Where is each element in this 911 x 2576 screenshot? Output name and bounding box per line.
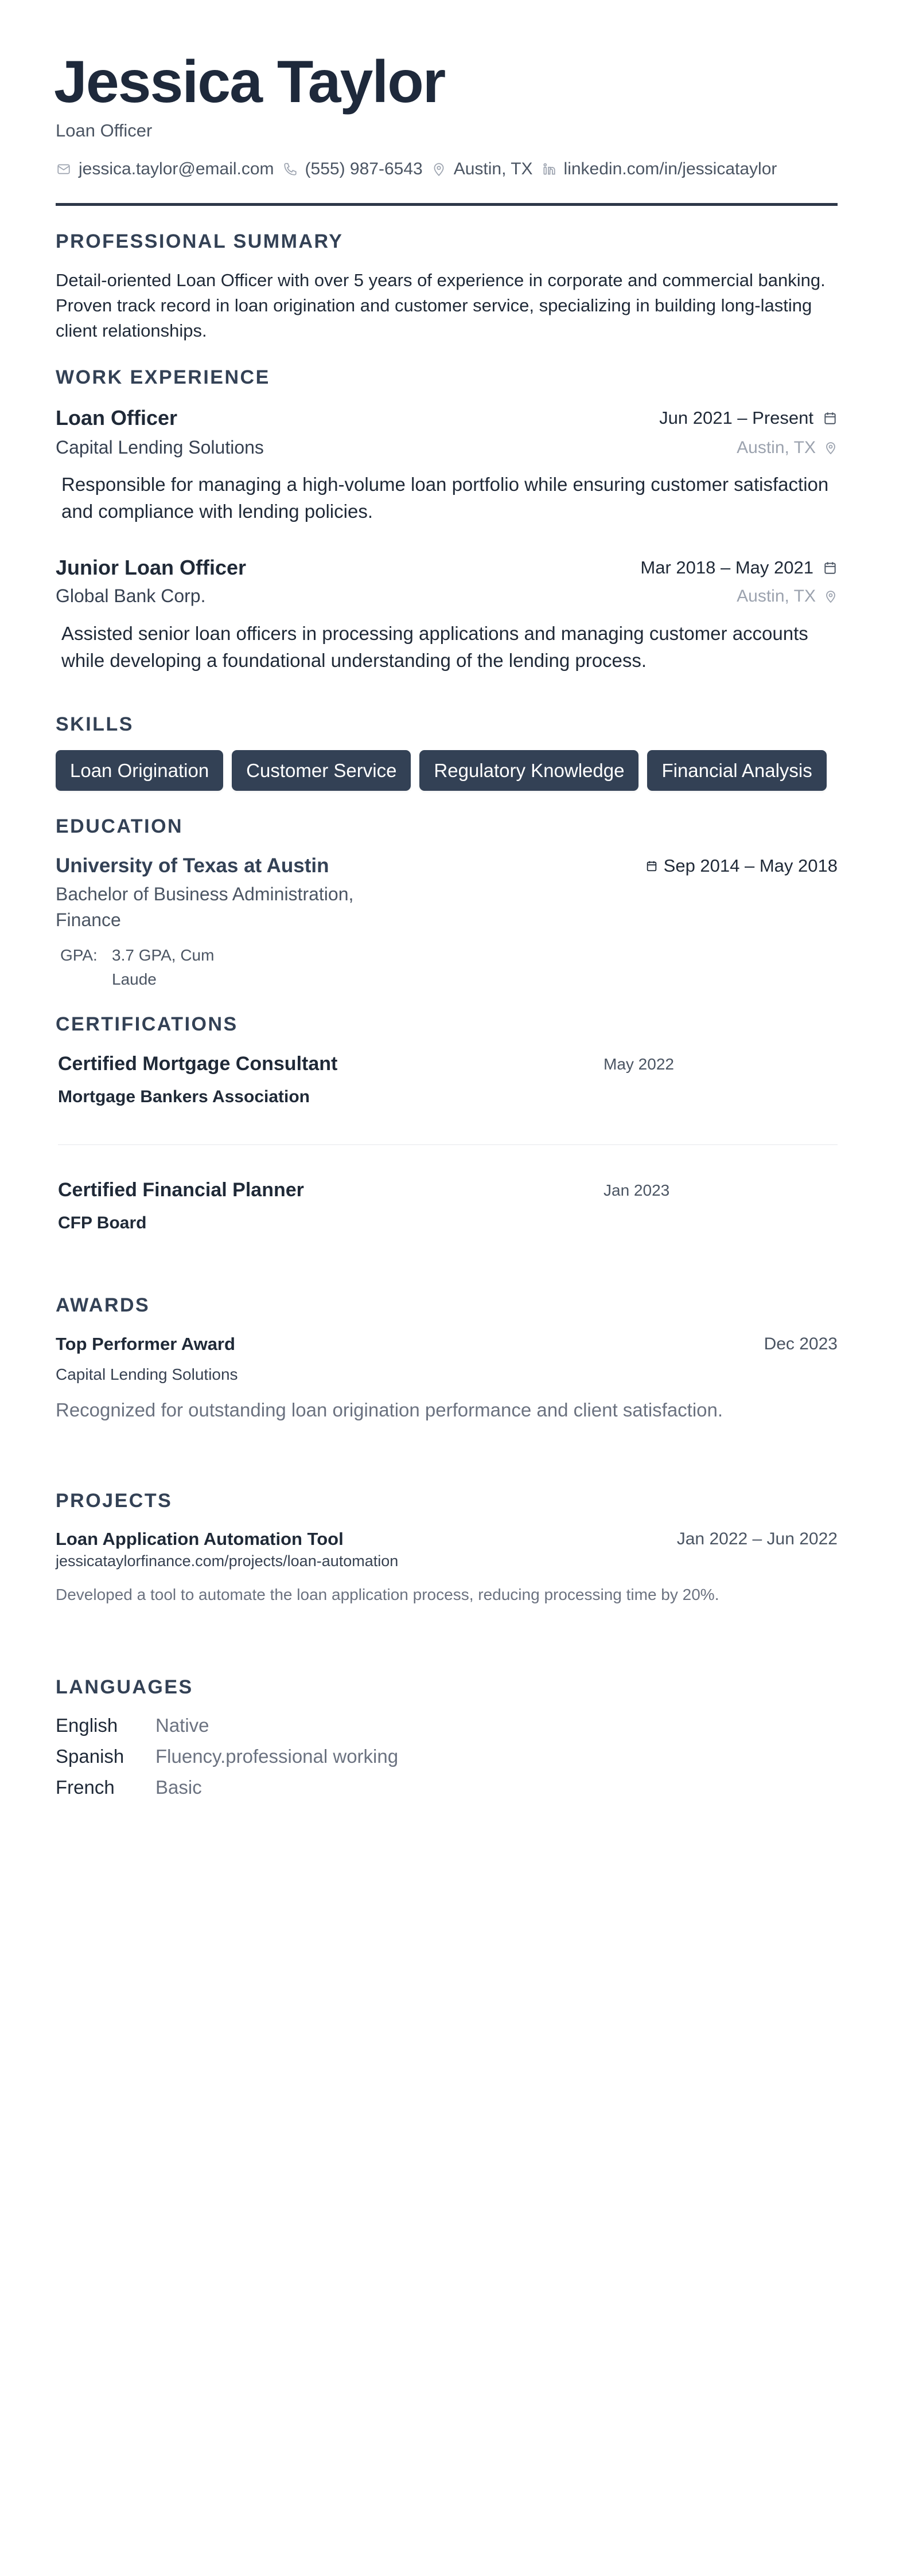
language-item: [56, 1746, 398, 1767]
job-dates: Jun 2021 – Present: [659, 408, 838, 428]
project-name: Loan Application Automation Tool: [56, 1529, 344, 1549]
award-item: [56, 1334, 838, 1355]
education-dates: Sep 2014 – May 2018: [645, 856, 838, 876]
award-name: Top Performer Award: [56, 1334, 235, 1354]
section-title-projects: PROJECTS: [56, 1490, 173, 1512]
section-title-experience: WORK EXPERIENCE: [56, 366, 270, 388]
contact-location: [431, 159, 533, 179]
skill-chip: Regulatory Knowledge: [419, 750, 639, 791]
award-description: Recognized for outstanding loan origination performance and client satisfaction.: [56, 1399, 723, 1420]
language-item: [56, 1777, 202, 1798]
certification-divider: [58, 1144, 838, 1145]
section-title-education: EDUCATION: [56, 815, 184, 837]
job-position: Loan Officer: [56, 406, 178, 430]
skills-list: [56, 750, 827, 791]
project-description: Developed a tool to automate the loan application process, reducing processing time by 20%.: [56, 1586, 719, 1603]
certification-date: May 2022: [604, 1055, 674, 1073]
job-dates: Mar 2018 – May 2021: [640, 557, 838, 578]
email-text: jessica.taylor@email.com: [79, 159, 274, 178]
award-date: Dec 2023: [764, 1334, 838, 1353]
project-item: [56, 1529, 838, 1549]
skill-chip: Loan Origination: [56, 750, 223, 791]
job-company: Global Bank Corp.: [56, 586, 206, 606]
section-title-summary: PROFESSIONAL SUMMARY: [56, 231, 344, 252]
map-pin-icon: [824, 590, 838, 603]
language-fluency: Fluency.professional working: [155, 1746, 399, 1767]
language-name: Spanish: [56, 1746, 124, 1767]
certification-date: Jan 2023: [604, 1181, 670, 1199]
phone-icon: [282, 161, 298, 177]
contact-phone[interactable]: [282, 159, 423, 179]
section-title-skills: SKILLS: [56, 713, 134, 735]
skill-chip: Financial Analysis: [647, 750, 826, 791]
phone-text: (555) 987-6543: [305, 159, 423, 178]
education-degree: Bachelor of Business Administration, Finance: [56, 884, 354, 930]
language-fluency: Native: [155, 1715, 209, 1736]
gpa-label: GPA:: [60, 946, 98, 964]
education-gpa: [60, 943, 227, 992]
calendar-icon: [823, 560, 838, 575]
job-company: Capital Lending Solutions: [56, 437, 264, 458]
job-location: Austin, TX: [737, 587, 838, 606]
contact-info: [56, 159, 785, 179]
section-title-awards: AWARDS: [56, 1294, 150, 1316]
language-name: French: [56, 1777, 115, 1798]
project-dates: Jan 2022 – Jun 2022: [676, 1529, 838, 1548]
education-item: [56, 854, 838, 877]
linkedin-icon: [541, 161, 557, 177]
certification-name: Certified Mortgage Consultant: [58, 1053, 338, 1075]
contact-email[interactable]: [56, 159, 274, 179]
location-text: Austin, TX: [453, 159, 533, 178]
language-item: [56, 1715, 209, 1736]
candidate-name: Jessica Taylor: [54, 49, 445, 115]
mail-icon: [56, 161, 72, 177]
job-location: Austin, TX: [737, 438, 838, 458]
calendar-icon: [823, 411, 838, 426]
section-title-certifications: CERTIFICATIONS: [56, 1013, 238, 1035]
contact-linkedin[interactable]: [541, 159, 777, 179]
header-divider: [56, 203, 838, 206]
job-description: Assisted senior loan officers in processing applications and managing customer accounts while developing a foundational understanding of the lending process.: [61, 623, 808, 671]
map-pin-icon: [824, 441, 838, 455]
skill-chip: Customer Service: [232, 750, 411, 791]
summary-text: Detail-oriented Loan Officer with over 5 years of experience in corporate and commercial banking. Proven track record in loan origination and customer service, specializing in building long-lasting client relationships.: [56, 270, 826, 341]
project-link[interactable]: jessicataylorfinance.com/projects/loan-automation: [56, 1552, 399, 1570]
section-title-languages: LANGUAGES: [56, 1676, 193, 1698]
job-description: Responsible for managing a high-volume loan portfolio while ensuring customer satisfaction and compliance with lending policies.: [61, 474, 829, 522]
certification-issuer: Mortgage Bankers Association: [58, 1087, 310, 1106]
calendar-icon: [645, 859, 658, 873]
job-position: Junior Loan Officer: [56, 556, 247, 579]
map-pin-icon: [431, 161, 447, 177]
language-name: English: [56, 1715, 118, 1736]
linkedin-text: linkedin.com/in/jessicataylor: [563, 159, 777, 178]
language-fluency: Basic: [155, 1777, 202, 1798]
candidate-headline: Loan Officer: [56, 120, 153, 140]
award-issuer: Capital Lending Solutions: [56, 1365, 238, 1383]
certification-issuer: CFP Board: [58, 1213, 147, 1232]
education-institution: University of Texas at Austin: [56, 854, 329, 877]
certification-name: Certified Financial Planner: [58, 1179, 304, 1201]
gpa-value: 3.7 GPA, Cum Laude: [112, 946, 215, 988]
